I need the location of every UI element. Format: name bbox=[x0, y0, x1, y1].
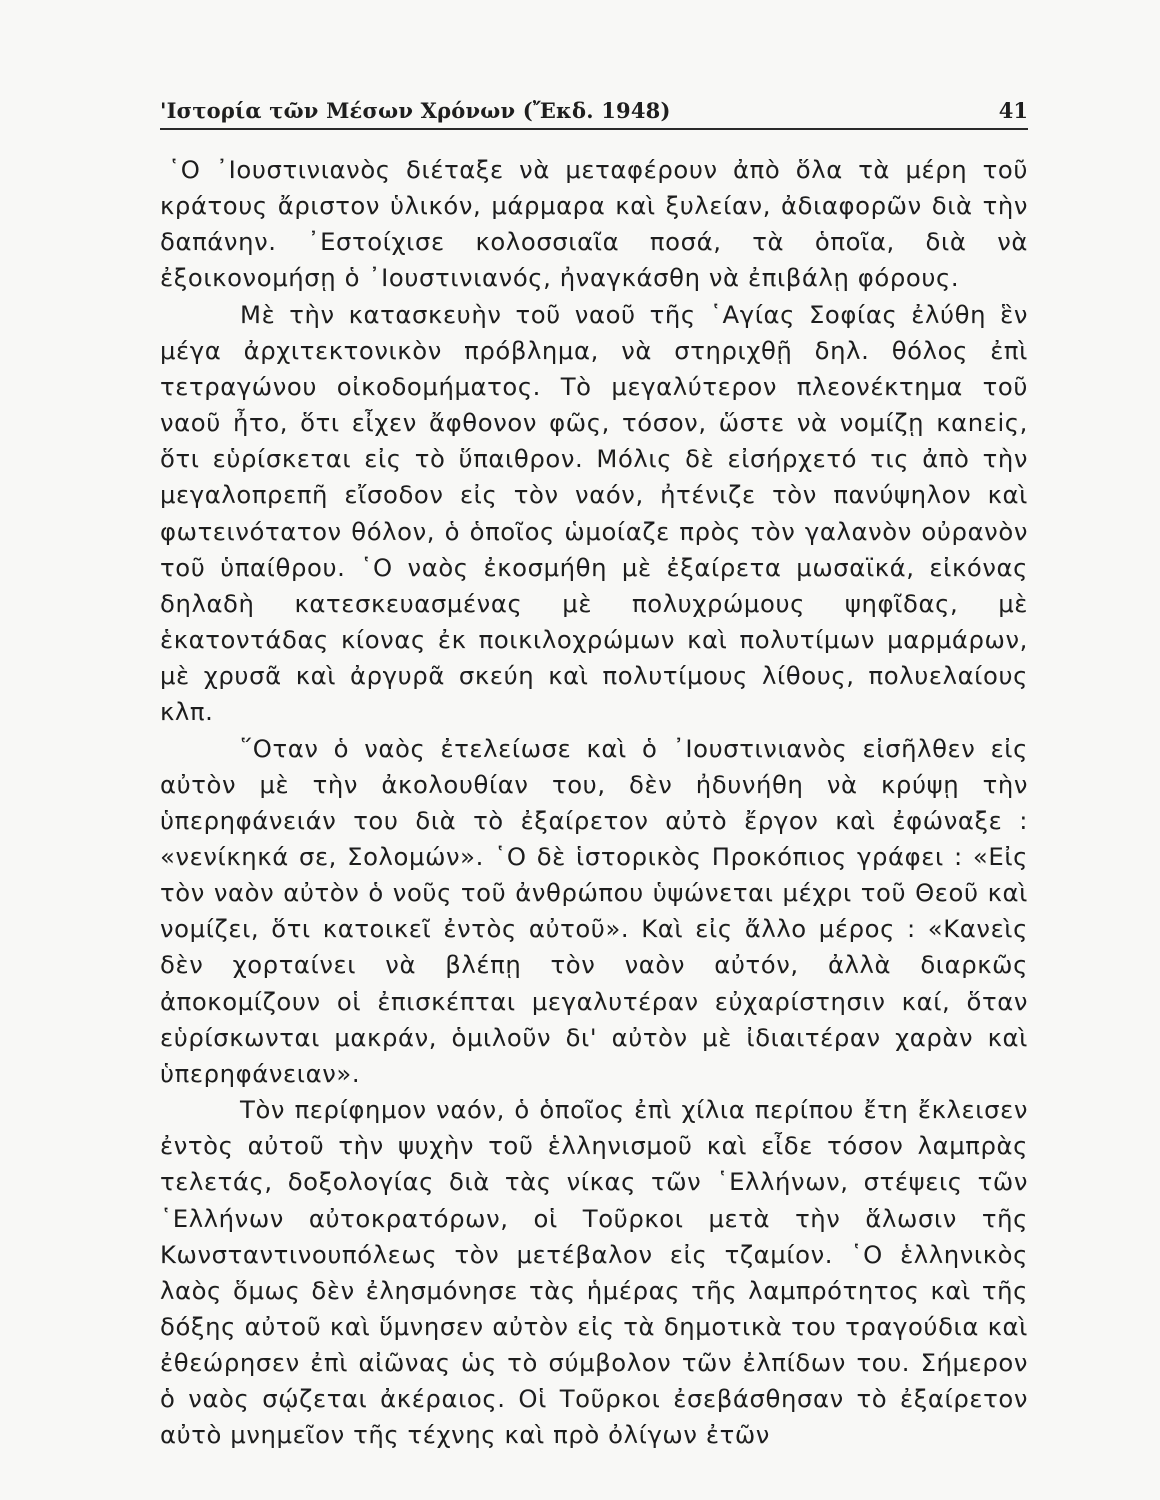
paragraph-1: ῾Ο ᾿Ιουστινιανὸς διέταξε νὰ μεταφέρουν ἀπὸ ὅλα τὰ μέρη τοῦ κράτους ἄριστον ὑλικόν, μάρμαρα καὶ ξυλείαν, ἀδιαφορῶν διὰ τὴν δαπάνην. ᾿Εστοίχισε κολοσσιαῖα ποσά, τὰ ὁποῖα, διὰ νὰ ἐξοικονομήσῃ ὁ ᾿Ιουστινιανός, ἠναγκάσθη νὰ ἐπιβάλῃ φόρους. bbox=[160, 155, 1028, 293]
paragraph-2: Μὲ τὴν κατασκευὴν τοῦ ναοῦ τῆς ῾Αγίας Σοφίας ἐλύθη ἓν μέγα ἀρχιτεκτονικὸν πρόβλημα, νὰ στηριχθῇ δηλ. θόλος ἐπὶ τετραγώνου οἰκοδομήματος. Τὸ μεγαλύτερον πλεονέκτημα τοῦ ναοῦ ἦτο, ὅτι εἶχεν ἄφθονον φῶς, τόσον, ὥστε νὰ νομίζῃ καnεiς, ὅτι εὑρίσκεται εἰς τὸ ὕπαιθρον. Μόλις δὲ εἰσήρχετό τις ἀπὸ τὴν μεγαλοπρεπῆ εἴσοδον εἰς τὸν ναόν, ἠτένιζε τὸν πανύψηλον καὶ φωτεινότατον θόλον, ὁ ὁποῖος ὡμοίαζε πρὸς τὸν γαλανὸν οὐρανὸν τοῦ ὑπαίθρου. ῾Ο ναὸς ἐκοσμήθη μὲ ἐξαίρετα μωσαϊκά, εἰκόνας δηλαδὴ κατεσκευασμένας μὲ πολυχρώμους ψηφῖδας, μὲ ἑκατοντάδας κίονας ἐκ ποικιλοχρώμων καὶ πολυτίμων μαρμάρων, μὲ χρυσᾶ καὶ ἀργυρᾶ σκεύη καὶ πολυτίμους λίθους, πολυελαίους κλπ. bbox=[160, 299, 1028, 727]
page-number: 41 bbox=[998, 98, 1028, 123]
paragraph-3: ῞Οταν ὁ ναὸς ἐτελείωσε καὶ ὁ ᾿Ιουστινιανὸς εἰσῆλθεν εἰς αὐτὸν μὲ τὴν ἀκολουθίαν του, δὲν ἠδυνήθη νὰ κρύψῃ τὴν ὑπερηφάνειάν του διὰ τὸ ἐξαίρετον αὐτὸ ἔργον καὶ ἐφώναξε : «νενίκηκά σε, Σολομών». ῾Ο δὲ ἱστορικὸς Προκόπιος γράφει : «Εἰς τὸν ναὸν αὐτὸν ὁ νοῦς τοῦ ἀνθρώπου ὑψώνεται μέχρι τοῦ Θεοῦ καὶ νομίζει, ὅτι κατοικεῖ ἐντὸς αὐτοῦ». Καὶ εἰς ἄλλο μέρος : «Κανεὶς δὲν χορταίνει νὰ βλέπῃ τὸν ναὸν αὐτόν, ἀλλὰ διαρκῶς ἀποκομίζουν οἱ ἐπισκέπται μεγαλυτέραν εὐχαρίστησιν καί, ὅταν εὑρίσκωνται μακράν, ὁμιλοῦν δι' αὐτὸν μὲ ἰδιαιτέραν χαρὰν καὶ ὑπερηφάνειαν». bbox=[160, 733, 1028, 1088]
header-title: 'Ιστορία τῶν Μέσων Χρόνων (Ἔκδ. 1948) bbox=[160, 98, 671, 123]
paragraph-4: Τὸν περίφημον ναόν, ὁ ὁποῖος ἐπὶ χίλια περίπου ἔτη ἔκλεισεν ἐντὸς αὐτοῦ τὴν ψυχὴν τοῦ ἑλληνισμοῦ καὶ εἶδε τόσον λαμπρὰς τελετάς, δοξολογίας διὰ τὰς νίκας τῶν ῾Ελλήνων, στέψεις τῶν ῾Ελλήνων αὐτοκρατόρων, οἱ Τοῦρκοι μετὰ τὴν ἅλωσιν τῆς Κωνσταντινουπόλεως τὸν μετέβαλον εἰς τζαμίον. ῾Ο ἑλληνικὸς λαὸς ὅμως δὲν ἐλησμόνησε τὰς ἡμέρας τῆς λαμπρότητος καὶ τῆς δόξης αὐτοῦ καὶ ὕμνησεν αὐτὸν εἰς τὰ δημοτικὰ του τραγούδια καὶ ἐθεώρησεν ἐπὶ αἰῶνας ὡς τὸ σύμβολον τῶν ἐλπίδων του. Σήμερον ὁ ναὸς σῴζεται ἀκέραιος. Οἱ Τοῦρκοι ἐσεβάσθησαν τὸ ἐξαίρετον αὐτὸ μνημεῖον τῆς τέχνης καὶ πρὸ ὀλίγων ἐτῶν bbox=[160, 1095, 1028, 1450]
body-text bbox=[160, 152, 1028, 1454]
running-header bbox=[160, 94, 1028, 130]
